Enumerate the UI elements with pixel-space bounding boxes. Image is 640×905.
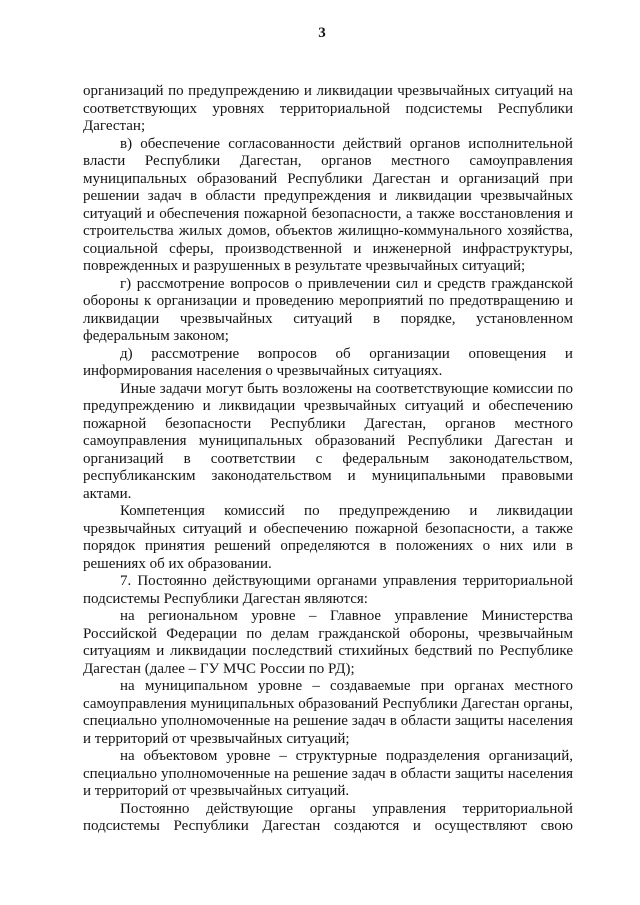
- word: органов: [321, 153, 372, 169]
- word: порядок: [83, 538, 136, 554]
- word: уровнях: [212, 100, 265, 117]
- word: исполнительной: [468, 135, 573, 152]
- word: в: [189, 188, 198, 204]
- text-line: Дагестан (далее – ГУ МЧС России по РД);: [83, 660, 355, 677]
- word: в: [183, 450, 191, 467]
- word: самоуправления: [469, 153, 573, 169]
- word: быть: [247, 380, 279, 397]
- word: –: [312, 678, 320, 694]
- word: делам: [271, 625, 310, 642]
- word: Иные: [120, 380, 156, 397]
- word: г): [120, 275, 132, 292]
- word: территориальной: [462, 800, 573, 817]
- word: создаются: [333, 818, 400, 834]
- word: чрезвычайных: [303, 398, 397, 414]
- word: гражданской: [491, 275, 573, 292]
- word: и: [423, 275, 432, 292]
- word: безопасности,: [425, 520, 515, 537]
- word: Дагестан: [494, 433, 553, 449]
- word: о: [294, 275, 303, 292]
- word: республиканским: [83, 468, 196, 484]
- paragraph-point-7: [83, 573, 573, 608]
- word: местного: [391, 153, 450, 169]
- word: действующие: [206, 800, 294, 817]
- word: Федерации: [166, 625, 238, 642]
- text-line: поврежденных и разрушенных в результате чрезвычайных ситуаций;: [83, 258, 526, 274]
- word: мероприятий: [339, 293, 424, 309]
- word: Республики: [173, 818, 249, 834]
- word: рассмотрение: [136, 275, 225, 292]
- word: на: [120, 748, 135, 764]
- word: последствий: [252, 643, 333, 659]
- word: на: [356, 380, 372, 397]
- word: ситуаций: [494, 83, 554, 99]
- word: в: [389, 713, 397, 729]
- word: специально: [83, 713, 158, 729]
- text-line: [83, 311, 573, 329]
- word: и: [353, 240, 362, 257]
- word: с: [315, 450, 323, 467]
- word: и: [347, 468, 356, 484]
- word: пожарной: [243, 205, 308, 222]
- word: соответствующие: [375, 380, 489, 397]
- word: задач: [147, 188, 182, 204]
- word: решений: [214, 538, 271, 554]
- word: на: [558, 83, 573, 99]
- word: и: [564, 433, 573, 449]
- word: действующими: [212, 573, 311, 589]
- text-line: [83, 153, 573, 171]
- word: социальной: [83, 240, 158, 257]
- word: чрезвычайных: [480, 188, 573, 204]
- word: по: [428, 293, 445, 309]
- text-line: [83, 83, 573, 101]
- word: Дагестан: [372, 170, 431, 187]
- word: муниципальных: [198, 433, 303, 449]
- paragraph-object-level: [83, 748, 573, 801]
- word: чрезвычайным: [478, 625, 573, 642]
- text-line: [83, 643, 573, 661]
- word: организаций: [458, 170, 540, 187]
- word: них: [499, 538, 524, 554]
- word: региональном: [148, 608, 238, 624]
- word: также: [535, 520, 573, 537]
- word: обороны,: [409, 625, 469, 642]
- word: ситуациям: [83, 643, 151, 659]
- word: Российской: [83, 625, 157, 642]
- word: ситуаций: [404, 398, 464, 414]
- word: организации: [156, 293, 238, 309]
- text-line: [83, 276, 573, 294]
- word: уполномоченные: [161, 765, 271, 782]
- word: Республики: [497, 100, 573, 117]
- word: законодательством: [211, 468, 332, 484]
- text-line: и территорий от чрезвычайных ситуаций;: [83, 730, 350, 747]
- word: и: [146, 205, 155, 222]
- text-line: и территорий от чрезвычайных ситуаций.: [83, 783, 350, 799]
- word: и: [412, 818, 421, 834]
- word: комиссии: [492, 380, 554, 397]
- text-line: решениях об их образовании.: [83, 555, 272, 572]
- word: свою: [540, 818, 573, 834]
- word: а: [406, 205, 413, 222]
- word: и: [564, 345, 573, 362]
- word: ликвидации: [316, 83, 393, 99]
- word: Дагестан,: [239, 153, 302, 169]
- word: органов: [409, 135, 461, 152]
- word: муниципальными: [371, 468, 486, 484]
- word: обеспечение: [140, 135, 221, 152]
- word: и: [248, 520, 257, 537]
- text-line: [83, 748, 573, 766]
- word: и: [564, 293, 573, 309]
- word: ситуаций: [83, 205, 143, 222]
- word: инженерной: [372, 240, 452, 257]
- text-line: [83, 801, 573, 819]
- word: могут: [205, 380, 243, 397]
- text-line: [83, 433, 573, 451]
- text-line: [83, 468, 573, 486]
- word: структурные: [295, 748, 378, 764]
- word: на: [274, 765, 289, 782]
- word: Республики: [270, 415, 346, 432]
- page-number: 3: [318, 25, 326, 41]
- word: Дагестан,: [364, 415, 427, 432]
- word: организаций,: [488, 748, 573, 764]
- word: чрезвычайных: [179, 310, 273, 327]
- text-line: [83, 188, 573, 206]
- word: местного: [514, 678, 573, 694]
- word: Дагестан: [262, 818, 321, 834]
- word: а: [521, 520, 529, 537]
- word: области: [400, 713, 451, 729]
- text-line: [83, 818, 573, 836]
- word: обороны: [83, 293, 139, 309]
- text-line: [83, 521, 573, 539]
- word: и: [469, 503, 478, 519]
- word: защиты: [454, 713, 504, 729]
- word: установленном: [476, 310, 573, 327]
- word: решение: [292, 765, 348, 782]
- word: проведению: [255, 293, 334, 309]
- text-line: [83, 101, 573, 119]
- word: определяются: [280, 538, 370, 554]
- word: управление: [394, 608, 468, 624]
- word: чрезвычайных: [397, 83, 491, 99]
- word: в: [389, 765, 397, 782]
- text-line: [83, 451, 573, 469]
- word: уровне: [251, 608, 296, 624]
- word: и: [303, 83, 312, 99]
- text-line: [83, 766, 573, 784]
- word: предупреждению: [338, 503, 451, 519]
- word: задачи: [159, 380, 202, 397]
- word: жилищно-коммунального: [337, 223, 502, 239]
- word: уровне: [257, 678, 303, 694]
- word: и: [202, 398, 211, 414]
- word: восстановления: [459, 205, 561, 222]
- text-line: [83, 381, 573, 399]
- word: подсистемы: [405, 100, 483, 117]
- word: органы,: [523, 695, 573, 712]
- word: или: [532, 538, 557, 554]
- text-line: [83, 416, 573, 434]
- word: при: [549, 170, 573, 187]
- word: объектов: [275, 223, 333, 239]
- word: согласованности: [228, 135, 335, 152]
- word: в: [372, 310, 381, 327]
- word: уполномоченные: [161, 713, 271, 729]
- word: по: [478, 643, 494, 659]
- word: управления: [372, 800, 446, 817]
- word: соответствии: [210, 450, 296, 467]
- word: органов: [445, 415, 496, 432]
- text-line: Дагестан;: [83, 118, 146, 134]
- word: органами: [316, 573, 377, 589]
- word: организаций: [83, 450, 164, 467]
- word: обеспечению: [488, 398, 573, 414]
- word: порядке,: [400, 310, 456, 327]
- text-line: [83, 503, 573, 521]
- word: самоуправления: [83, 433, 187, 449]
- word: при: [420, 678, 445, 694]
- word: подразделения: [385, 748, 480, 764]
- word: об: [335, 345, 351, 362]
- word: бедствий: [414, 643, 473, 659]
- text-line: [83, 573, 573, 591]
- word: специально: [83, 765, 158, 782]
- word: образований: [196, 170, 278, 187]
- word: Министерства: [481, 608, 573, 624]
- word: производственной: [224, 240, 343, 257]
- word: Компетенция: [120, 503, 205, 519]
- word: привлечении: [307, 275, 391, 292]
- word: предупреждения: [263, 188, 371, 204]
- text-line: информирования населения о чрезвычайных ситуациях.: [83, 363, 443, 379]
- word: положениях: [395, 538, 474, 554]
- word: сил: [395, 275, 419, 292]
- word: сферы,: [169, 240, 214, 257]
- word: федеральным: [342, 450, 430, 467]
- word: и: [564, 205, 573, 222]
- word: в): [120, 135, 133, 152]
- word: решении: [83, 188, 140, 204]
- word: 7.: [120, 573, 132, 589]
- word: муниципальных: [190, 695, 295, 712]
- word: безопасности,: [311, 205, 402, 222]
- word: ликвидации: [170, 643, 247, 659]
- word: вопросов: [230, 275, 290, 292]
- paragraph-permanent-bodies: [83, 801, 573, 836]
- word: Республики: [382, 695, 458, 712]
- word: территориальной: [462, 573, 573, 589]
- word: также: [417, 205, 455, 222]
- word: обеспечения: [159, 205, 240, 222]
- document-body: [83, 83, 573, 836]
- word: предотвращению: [449, 293, 560, 309]
- text-line: [83, 626, 573, 644]
- word: и: [472, 398, 481, 414]
- word: принятия: [144, 538, 205, 554]
- word: по: [246, 625, 262, 642]
- text-line: [83, 696, 573, 714]
- word: в: [379, 538, 387, 554]
- word: гражданской: [318, 625, 401, 642]
- word: возложены: [282, 380, 353, 397]
- word: Республики: [287, 170, 363, 187]
- text-line: [83, 398, 573, 416]
- word: строительства: [83, 223, 174, 239]
- word: предупреждению: [83, 398, 195, 414]
- word: стихийных: [338, 643, 409, 659]
- text-line: федеральным законом;: [83, 328, 229, 344]
- paragraph-municipal-level: [83, 678, 573, 748]
- word: Постоянно: [137, 573, 207, 589]
- word: Республики: [144, 153, 221, 169]
- word: на: [120, 608, 135, 624]
- word: в: [565, 538, 573, 554]
- word: жилых: [178, 223, 223, 239]
- word: и: [242, 293, 251, 309]
- word: образований: [314, 433, 396, 449]
- word: Дагестан: [461, 695, 520, 712]
- word: пожарной: [354, 520, 419, 537]
- text-line: [83, 223, 573, 241]
- word: к: [144, 293, 152, 309]
- word: комиссий: [224, 503, 285, 519]
- word: действий: [342, 135, 402, 152]
- word: безопасности: [165, 415, 252, 432]
- word: управления: [382, 573, 457, 589]
- paragraph-item-g: [83, 276, 573, 346]
- word: осуществляют: [434, 818, 528, 834]
- word: вопросов: [257, 345, 317, 362]
- text-line: [83, 293, 573, 311]
- text-line: [83, 346, 573, 364]
- word: муниципальном: [144, 678, 248, 694]
- word: рассмотрение: [151, 345, 240, 362]
- word: населения: [507, 713, 573, 729]
- word: подсистемы: [83, 818, 160, 834]
- word: создаваемые: [329, 678, 411, 694]
- word: законодательством,: [449, 450, 573, 467]
- paragraph-regional-level: [83, 608, 573, 678]
- word: местного: [514, 415, 573, 432]
- word: организации: [369, 345, 450, 362]
- text-line: [83, 241, 573, 259]
- word: ситуаций: [293, 310, 353, 327]
- paragraph-other-tasks: [83, 381, 573, 504]
- word: области: [400, 765, 451, 782]
- paragraph-continuation: [83, 83, 573, 136]
- text-line: [83, 678, 573, 696]
- word: Постоянно: [120, 800, 190, 817]
- word: и: [156, 643, 165, 659]
- text-line: [83, 206, 573, 224]
- word: Республики: [407, 433, 483, 449]
- word: ликвидации: [83, 310, 160, 327]
- word: хозяйства,: [507, 223, 573, 239]
- word: и: [379, 188, 388, 204]
- word: области: [205, 188, 256, 204]
- word: организаций: [83, 83, 164, 99]
- word: инфраструктуры,: [462, 240, 573, 257]
- word: чрезвычайных: [83, 520, 176, 537]
- word: населения: [507, 765, 573, 782]
- word: задач: [351, 713, 386, 729]
- word: по: [304, 503, 320, 519]
- word: образований: [298, 695, 379, 712]
- word: средств: [437, 275, 486, 292]
- word: обеспечению: [263, 520, 349, 537]
- text-line: [83, 713, 573, 731]
- word: по: [557, 380, 573, 397]
- word: –: [279, 748, 287, 764]
- word: домов,: [227, 223, 271, 239]
- word: уровне: [226, 748, 271, 764]
- word: предупреждению: [188, 83, 300, 99]
- word: органах: [454, 678, 505, 694]
- text-line: [83, 538, 573, 556]
- paragraph-competence: [83, 503, 573, 573]
- word: соответствующих: [83, 100, 197, 117]
- text-line: [83, 171, 573, 189]
- word: по: [168, 83, 184, 99]
- word: ситуаций: [182, 520, 242, 537]
- word: оповещения: [468, 345, 547, 362]
- word: муниципальных: [83, 170, 187, 187]
- word: и: [440, 170, 449, 187]
- word: ликвидации: [496, 503, 573, 519]
- word: решение: [292, 713, 348, 729]
- word: Главное: [329, 608, 382, 624]
- word: защиты: [454, 765, 504, 782]
- word: задач: [351, 765, 386, 782]
- word: самоуправления: [83, 695, 187, 712]
- word: территориальной: [279, 100, 391, 117]
- paragraph-item-v: [83, 136, 573, 276]
- text-line: актами.: [83, 485, 132, 502]
- paragraph-item-d: [83, 346, 573, 381]
- text-line: [83, 136, 573, 154]
- text-line: [83, 608, 573, 626]
- word: на: [274, 713, 289, 729]
- word: органы: [309, 800, 356, 817]
- word: Республике: [499, 643, 573, 659]
- word: объектовом: [143, 748, 218, 764]
- text-line: подсистемы Республики Дагестан являются:: [83, 590, 368, 607]
- word: на: [120, 678, 135, 694]
- word: власти: [83, 153, 126, 169]
- word: пожарной: [83, 415, 147, 432]
- word: –: [309, 608, 317, 624]
- word: ликвидации: [395, 188, 472, 204]
- word: о: [482, 538, 491, 554]
- word: д): [120, 345, 133, 362]
- word: ликвидации: [218, 398, 296, 414]
- word: правовыми: [501, 468, 573, 484]
